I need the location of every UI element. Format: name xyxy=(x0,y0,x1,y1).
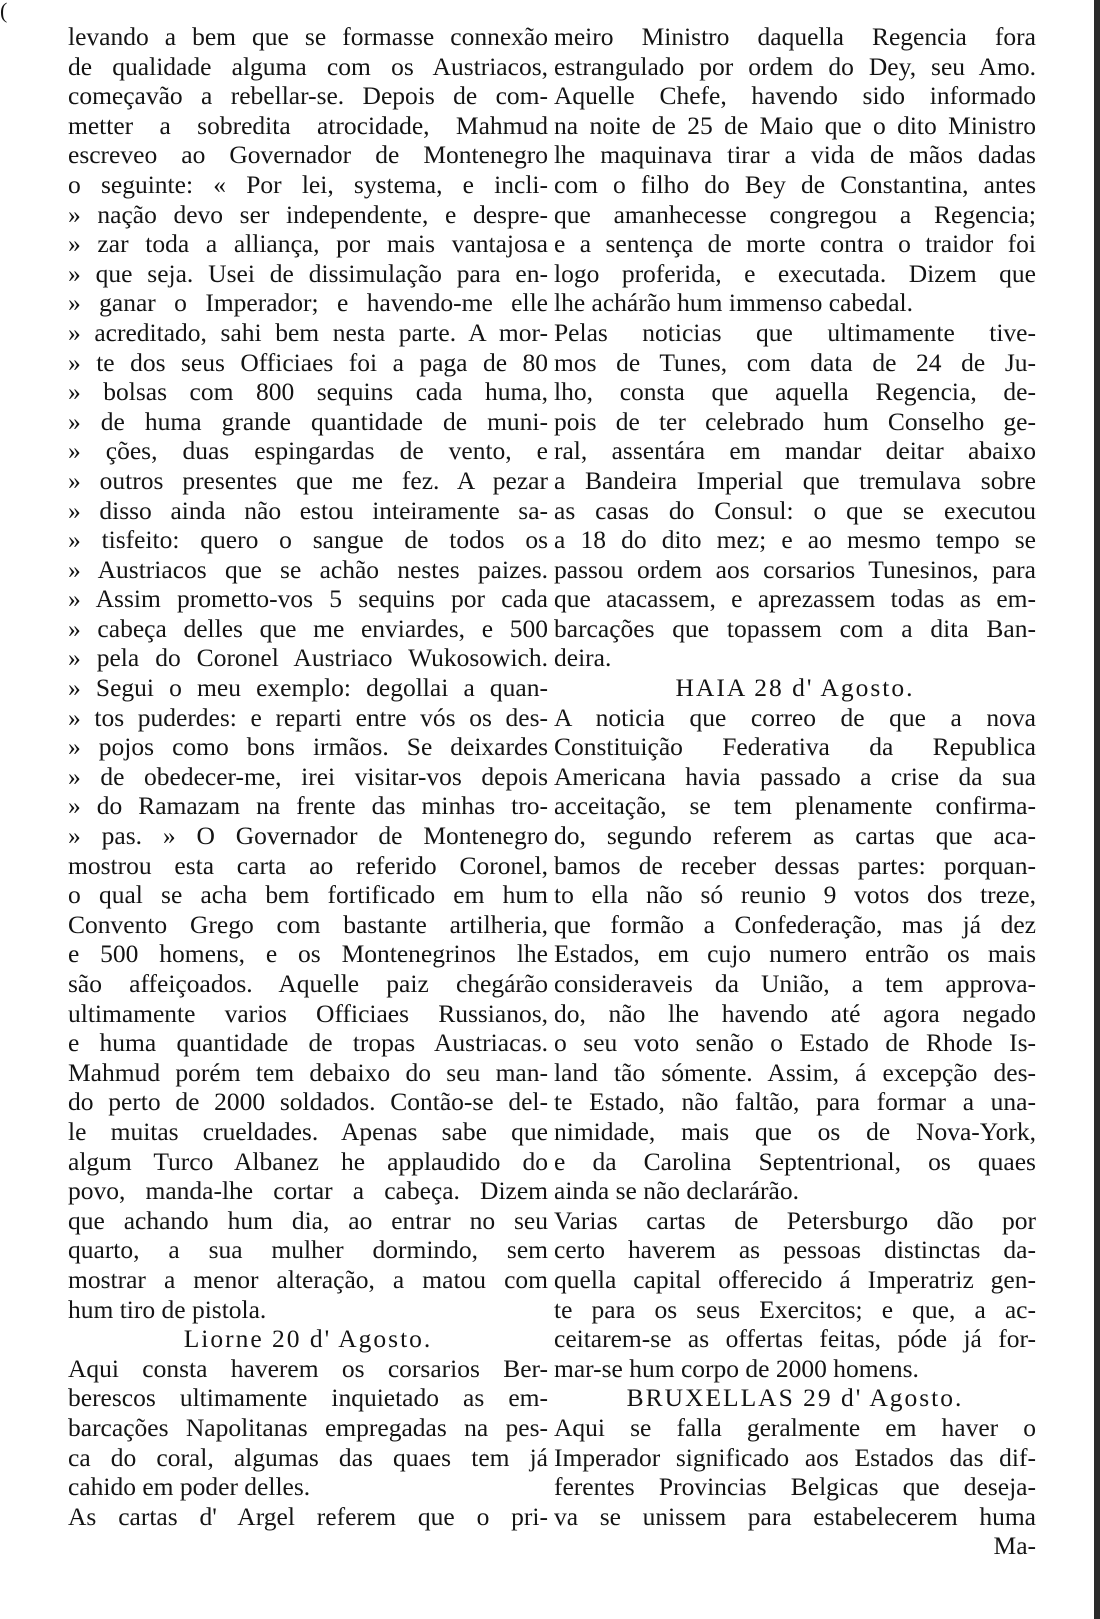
text-line: barcações que topassem com a dita Ban- xyxy=(554,613,1036,643)
text-line: e 500 homens, e os Montenegrinos lhe xyxy=(68,939,548,969)
text-line: » pojos como bons irmãos. Se deixardes xyxy=(68,732,548,762)
text-line: do, não lhe havendo até agora negado xyxy=(554,998,1036,1028)
text-line: Pelas noticias que ultimamente tive- xyxy=(554,317,1036,347)
text-line: começavão a rebellar-se. Depois de com- xyxy=(68,81,548,111)
text-line: do perto de 2000 soldados. Contão-se del- xyxy=(68,1087,548,1117)
text-line: pois de ter celebrado hum Conselho ge- xyxy=(554,406,1036,436)
text-line: na noite de 25 de Maio que o dito Ministro xyxy=(554,110,1036,140)
text-line: barcações Napolitanas empregadas na pes- xyxy=(68,1412,548,1442)
text-line: ca do coral, algumas das quaes tem já xyxy=(68,1442,548,1472)
text-line: » tisfeito: quero o sangue de todos os xyxy=(68,525,548,555)
text-line: ceitarem-se as offertas feitas, póde já for- xyxy=(554,1324,1036,1354)
text-line: certo haverem as pessoas distinctas da- xyxy=(554,1235,1036,1265)
text-line: » Assim prometto-vos 5 sequins por cada xyxy=(68,584,548,614)
text-line: deira. xyxy=(554,643,612,673)
page-edge-shadow xyxy=(1094,0,1100,1619)
text-line: mostrar a menor alteração, a matou com xyxy=(68,1264,548,1294)
text-line: » Austriacos que se achão nestes paizes. xyxy=(68,554,548,584)
text-line: acceitação, se tem plenamente confirma- xyxy=(554,791,1036,821)
catchword: Ma- xyxy=(993,1531,1036,1561)
text-line: ultimamente varios Officiaes Russianos, xyxy=(68,998,548,1028)
text-line: hum tiro de pistola. xyxy=(68,1294,267,1324)
text-line: de qualidade alguma com os Austriacos, xyxy=(68,51,548,81)
text-line: e da Carolina Septentrional, os quaes xyxy=(554,1146,1036,1176)
section-heading-haia: HAIA 28 d' Agosto. xyxy=(675,673,915,703)
text-line: e huma quantidade de tropas Austriacas. xyxy=(68,1028,548,1058)
text-line: do, segundo referem as cartas que aca- xyxy=(554,821,1036,851)
text-line: » pas. » O Governador de Montenegro xyxy=(68,821,548,851)
text-line: » zar toda a alliança, por mais vantajosa xyxy=(68,229,548,259)
text-line: escreveo ao Governador de Montenegro xyxy=(68,140,548,170)
text-line: estrangulado por ordem do Dey, seu Amo. xyxy=(554,51,1036,81)
text-line: » tos puderdes: e reparti entre vós os des- xyxy=(68,702,548,732)
section-heading-bruxellas: BRUXELLAS 29 d' Agosto. xyxy=(626,1383,964,1413)
text-line: ainda se não declarárão. xyxy=(554,1176,799,1206)
text-line: te Estado, não faltão, para formar a una- xyxy=(554,1087,1036,1117)
text-line: algum Turco Albanez he applaudido do xyxy=(68,1146,548,1176)
text-line: berescos ultimamente inquietado as em- xyxy=(68,1383,548,1413)
text-line: bamos de receber dessas partes: porquan- xyxy=(554,850,1036,880)
text-line: nimidade, mais que os de Nova-York, xyxy=(554,1116,1036,1146)
text-line: » pela do Coronel Austriaco Wukosowich. xyxy=(68,643,548,673)
text-line: passou ordem aos corsarios Tunesinos, para xyxy=(554,554,1036,584)
text-line: » ções, duas espingardas de vento, e xyxy=(68,436,548,466)
text-line: mos de Tunes, com data de 24 de Ju- xyxy=(554,347,1036,377)
text-line: o seguinte: « Por lei, systema, e incli- xyxy=(68,169,548,199)
text-line: land tão sómente. Assim, á excepção des- xyxy=(554,1057,1036,1087)
text-line: ferentes Provincias Belgicas que deseja- xyxy=(554,1472,1036,1502)
text-line: to ella não só reunio 9 votos dos treze, xyxy=(554,880,1036,910)
text-line: o seu voto senão o Estado de Rhode Is- xyxy=(554,1028,1036,1058)
text-line: Imperador significado aos Estados das dif- xyxy=(554,1442,1036,1472)
text-line: cahido em poder delles. xyxy=(68,1472,311,1502)
text-line: que atacassem, e aprezassem todas as em- xyxy=(554,584,1036,614)
text-line: te para os seus Exercitos; e que, a ac- xyxy=(554,1294,1036,1324)
text-line: As cartas d' Argel referem que o pri- xyxy=(68,1501,548,1531)
text-line: Varias cartas de Petersburgo dão por xyxy=(554,1205,1036,1235)
text-line: logo proferida, e executada. Dizem que xyxy=(554,258,1036,288)
text-line: Mahmud porém tem debaixo do seu man- xyxy=(68,1057,548,1087)
text-line: Aqui consta haverem os corsarios Ber- xyxy=(68,1353,548,1383)
text-line: Constituição Federativa da Republica xyxy=(554,732,1036,762)
text-line: » de obedecer-me, irei visitar-vos depois xyxy=(68,761,548,791)
text-line: » te dos seus Officiaes foi a paga de 80 xyxy=(68,347,548,377)
text-line: com o filho do Bey de Constantina, antes xyxy=(554,169,1036,199)
text-line: levando a bem que se formasse connexão xyxy=(68,22,548,51)
text-line: » de huma grande quantidade de muni- xyxy=(68,406,548,436)
text-line: Americana havia passado a crise da sua xyxy=(554,761,1036,791)
right-column xyxy=(554,22,1036,1561)
text-line: » ganar o Imperador; e havendo-me elle xyxy=(68,288,548,318)
text-line: » cabeça delles que me enviardes, e 500 xyxy=(68,613,548,643)
text-line: lhe maquinava tirar a vida de mãos dadas xyxy=(554,140,1036,170)
text-line: » outros presentes que me fez. A pezar xyxy=(68,465,548,495)
text-line: que formão a Confederação, mas já dez xyxy=(554,909,1036,939)
text-line: a 18 do dito mez; e ao mesmo tempo se xyxy=(554,525,1036,555)
text-line: consideraveis da União, a tem approva- xyxy=(554,969,1036,998)
text-line: povo, manda-lhe cortar a cabeça. Dizem xyxy=(68,1176,548,1206)
text-line: » nação devo ser independente, e despre- xyxy=(68,199,548,229)
text-line: Aquelle Chefe, havendo sido informado xyxy=(554,81,1036,111)
text-line: lho, consta que aquella Regencia, de- xyxy=(554,377,1036,407)
text-line: » do Ramazam na frente das minhas tro- xyxy=(68,791,548,821)
text-line: e a sentença de morte contra o traidor foi xyxy=(554,229,1036,259)
text-line: A noticia que correo de que a nova xyxy=(554,702,1036,732)
text-line: quella capital offerecido á Imperatriz gen- xyxy=(554,1264,1036,1294)
text-line: Estados, em cujo numero entrão os mais xyxy=(554,939,1036,969)
text-line: le muitas crueldades. Apenas sabe que xyxy=(68,1116,548,1146)
text-line: quarto, a sua mulher dormindo, sem xyxy=(68,1235,548,1265)
text-line: metter a sobredita atrocidade, Mahmud xyxy=(68,110,548,140)
text-line: mar-se hum corpo de 2000 homens. xyxy=(554,1353,919,1383)
text-line: são affeiçoados. Aquelle paiz chegárão xyxy=(68,969,548,998)
text-line: » que seja. Usei de dissimulação para en- xyxy=(68,258,548,288)
text-line: » acreditado, sahi bem nesta parte. A mor- xyxy=(68,317,548,347)
text-line: as casas do Consul: o que se executou xyxy=(554,495,1036,525)
text-line: lhe achárão hum immenso cabedal. xyxy=(554,288,913,318)
section-heading-liorne: Liorne 20 d' Agosto. xyxy=(183,1324,433,1354)
text-line: a Bandeira Imperial que tremulava sobre xyxy=(554,465,1036,495)
text-line: mostrou esta carta ao referido Coronel, xyxy=(68,850,548,880)
text-line: » disso ainda não estou inteiramente sa- xyxy=(68,495,548,525)
text-line: ral, assentára em mandar deitar abaixo xyxy=(554,436,1036,466)
text-line: que amanhecesse congregou a Regencia; xyxy=(554,199,1036,229)
text-line: Aqui se falla geralmente em haver o xyxy=(554,1412,1036,1442)
text-line: » bolsas com 800 sequins cada huma, xyxy=(68,377,548,407)
text-line: va se unissem para estabelecerem huma xyxy=(554,1501,1036,1531)
corner-mark: ( xyxy=(0,0,8,23)
text-line: o qual se acha bem fortificado em hum xyxy=(68,880,548,910)
text-line: meiro Ministro daquella Regencia fora xyxy=(554,22,1036,51)
text-line: Convento Grego com bastante artilheria, xyxy=(68,909,548,939)
left-column xyxy=(68,22,548,1531)
text-line: » Segui o meu exemplo: degollai a quan- xyxy=(68,673,548,703)
text-line: que achando hum dia, ao entrar no seu xyxy=(68,1205,548,1235)
